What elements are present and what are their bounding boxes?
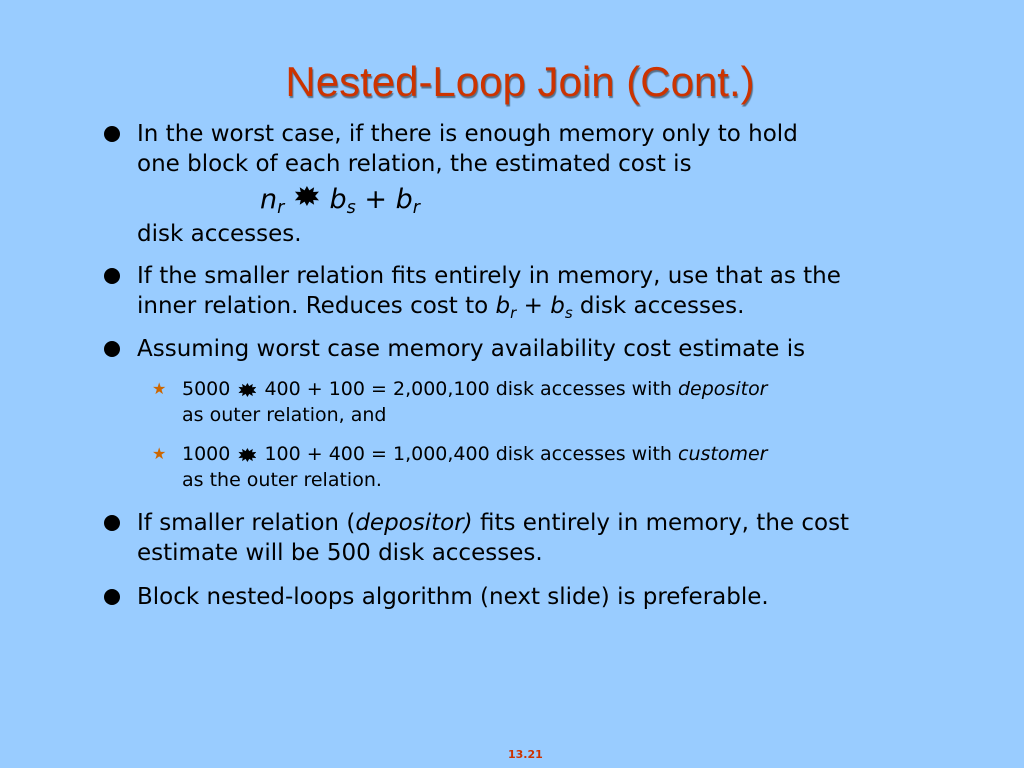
- multiply-burst-icon: [238, 383, 256, 397]
- slide-number: 13.21: [508, 748, 543, 761]
- bullet-line: In the worst case, if there is enough memory only to hold: [137, 121, 798, 147]
- bullet-depositor-fits: [104, 508, 849, 568]
- bullet-line: disk accesses.: [137, 221, 302, 247]
- bullet-assuming: [104, 334, 805, 364]
- bullet-dot-icon: [104, 268, 120, 284]
- multiply-burst-icon: [238, 448, 256, 462]
- sub-bullet-line: as outer relation, and: [182, 404, 387, 426]
- sub-bullet-line: 1000 100 + 400 = 1,000,400 disk accesses with customer: [182, 443, 768, 465]
- bullet-dot-icon: [104, 515, 120, 531]
- bullet-line: estimate will be 500 disk accesses.: [137, 540, 543, 566]
- bullet-line: If smaller relation (depositor) fits entirely in memory, the cost: [137, 510, 850, 536]
- bullet-line: Block nested-loops algorithm (next slide) is preferable.: [137, 584, 769, 610]
- bullet-line: inner relation. Reduces cost to $b_r + b_s$ disk accesses.: [137, 293, 745, 322]
- bullet-dot-icon: [104, 589, 120, 605]
- bullet-continuation: [104, 219, 302, 249]
- bullet-line: one block of each relation, the estimated cost is: [137, 151, 692, 177]
- sub-bullet-line: as the outer relation.: [182, 469, 382, 491]
- bullet-dot-icon: [104, 341, 120, 357]
- bullet-block-nested: [104, 582, 769, 612]
- bullet-worst-case: [104, 119, 798, 179]
- bullet-line: Assuming worst case memory availability cost estimate is: [137, 336, 806, 362]
- star-icon: ★: [152, 444, 167, 463]
- bullet-smaller-relation: [104, 261, 841, 328]
- sub-bullet-depositor: [152, 376, 768, 428]
- star-icon: ★: [152, 379, 167, 398]
- cost-formula: $n_r$ $b_s + b_r$: [260, 184, 420, 218]
- bullet-dot-icon: [104, 126, 120, 142]
- bullet-line: If the smaller relation fits entirely in memory, use that as the: [137, 263, 841, 289]
- sub-bullet-line: 5000 400 + 100 = 2,000,100 disk accesses with depositor: [182, 378, 768, 400]
- multiply-burst-icon: [295, 186, 319, 206]
- sub-bullet-customer: [152, 441, 767, 493]
- slide-title: Nested-Loop Join (Cont.): [285, 58, 755, 105]
